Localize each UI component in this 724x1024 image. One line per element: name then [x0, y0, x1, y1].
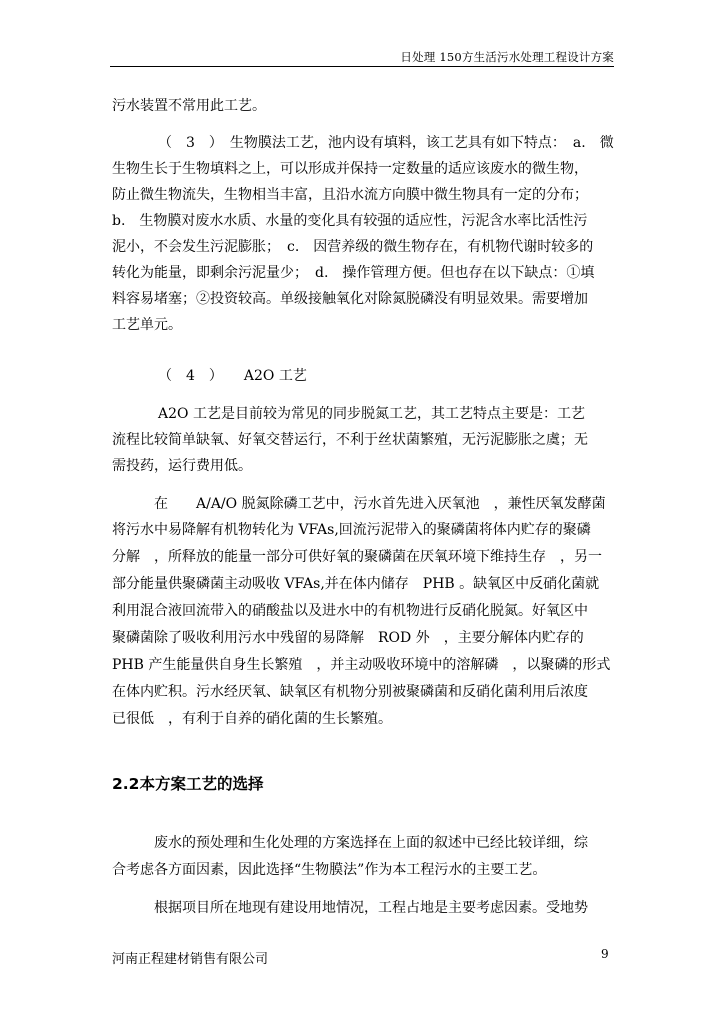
text-line: 防止微生物流失，生物相当丰富，且沿水流方向膜中微生物具有一定的分布；: [112, 187, 588, 203]
text-line: PHB 产生能量供自身生长繁殖 ，并主动吸收环境中的溶解磷 ，以聚磷的形式: [112, 657, 611, 673]
text-line: 泥小，不会发生污泥膨胀； c. 因营养级的微生物存在，有机物代谢时较多的: [112, 239, 594, 255]
text-line: 在体内贮积。污水经厌氧、缺氧区有机物分别被聚磷菌和反硝化菌利用后浓度: [112, 684, 588, 700]
text-line: 分解 ，所释放的能量一部分可供好氧的聚磷菌在厌氧环境下维持生存 ，另一: [112, 549, 602, 565]
text-line: 污水装置不常用此工艺。: [112, 98, 266, 114]
text-line: 将污水中易降解有机物转化为 VFAs,回流污泥带入的聚磷菌将体内贮存的聚磷: [112, 522, 591, 538]
text-line: 生物生长于生物填料之上，可以形成并保持一定数量的适应该废水的微生物，: [112, 161, 588, 177]
text-line: 聚磷菌除了吸收利用污水中残留的易降解 ROD 外 ，主要分解体内贮存的: [112, 630, 584, 646]
footer-company: 河南正程建材销售有限公司: [112, 952, 269, 967]
text-line: 合考虑各方面因素，因此选择“生物膜法”作为本工程污水的主要工艺。: [112, 862, 547, 878]
text-line: 部分能量供聚磷菌主动吸收 VFAs,并在体内储存 PHB 。缺氧区中反硝化菌就: [112, 576, 600, 592]
text-line: 流程比较简单缺氧、好氧交替运行，不利于丝状菌繁殖，无污泥膨胀之虞；无: [112, 432, 588, 448]
text-line: 转化为能量，即剩余污泥量少； d. 操作管理方便。但也存在以下缺点：①填: [112, 265, 595, 281]
text-line: 工艺单元。: [112, 317, 182, 333]
text-line: 根据项目所在地现有建设用地情况，工程占地是主要考虑因素。受地势: [154, 900, 588, 916]
page-number: 9: [601, 947, 609, 961]
section-heading: 2.2本方案工艺的选择: [112, 775, 264, 793]
header-title: 日处理 150方生活污水处理工程设计方案: [400, 50, 614, 64]
text-line: （ 4 ） A2O 工艺: [158, 368, 307, 384]
text-line: 已很低 ，有利于自养的硝化菌的生长繁殖。: [112, 711, 392, 727]
text-line: A2O 工艺是目前较为常见的同步脱氮工艺，其工艺特点主要是：工艺: [158, 406, 585, 422]
text-line: 废水的预处理和生化处理的方案选择在上面的叙述中已经比较详细，综: [154, 835, 588, 851]
text-line: 利用混合液回流带入的硝酸盐以及进水中的有机物进行反硝化脱氮。好氧区中: [112, 603, 588, 619]
text-line: （ 3 ） 生物膜法工艺，池内设有填料，该工艺具有如下特点： a. 微: [158, 135, 614, 151]
text-line: 料容易堵塞；②投资较高。单级接触氧化对除氮脱磷没有明显效果。需要增加: [112, 291, 588, 307]
text-line: 在 A/A/O 脱氮除磷工艺中，污水首先进入厌氧池 ，兼性厌氧发酵菌: [154, 496, 606, 512]
text-line: b. 生物膜对废水水质、水量的变化具有较强的适应性，污泥含水率比活性污: [112, 213, 588, 229]
text-line: 需投药，运行费用低。: [112, 458, 252, 474]
